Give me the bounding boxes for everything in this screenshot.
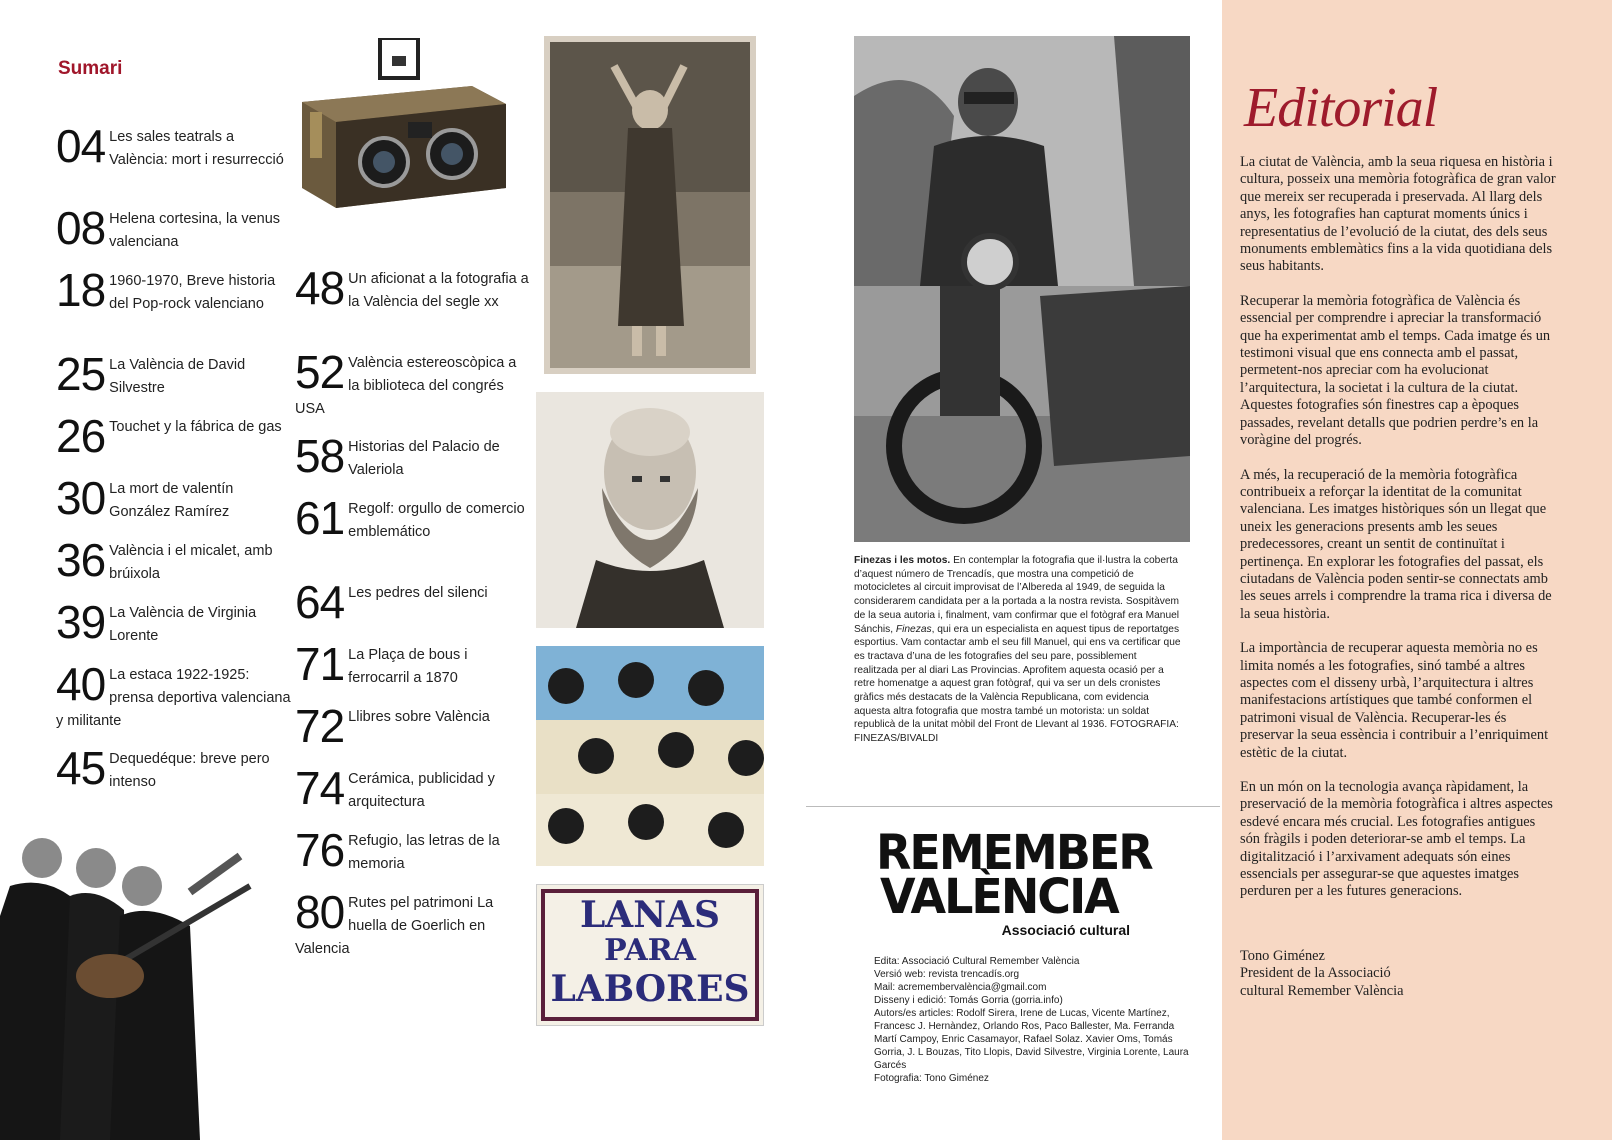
divider	[806, 806, 1220, 807]
credits-line: Mail: acremembervalència@gmail.com	[874, 982, 1047, 993]
toc-page-number: 04	[56, 120, 106, 172]
toc-page-number: 26	[56, 410, 106, 462]
caption-text-2: , qui era un especialista en aquest tipus de reportatges esportius. Vam contactar amb el seu fill Manuel, qui ens va certificar que es tractava d’una de les fotografies del seu pare, possiblement realitzada per al diari Las Provincias. Aprofitem aquesta ocasió per a retre homenatge a aquest gran fotògraf, qui va ser un dels cronistes gràfics més destacats de la València Republicana, com evidencia aquesta altra fotografia que mostra també un motorista: un soldat republicà de la unitat mòbil del Front de Llevant al 1936. FOTOGRAFIA: FINEZAS/BIVALDI	[854, 623, 1181, 745]
logo-subtitle: Associació cultural	[1001, 922, 1130, 938]
remember-valencia-logo	[876, 823, 1152, 938]
credits-line: Versió web: revista trencadís.org	[874, 969, 1020, 980]
toc-item[interactable]	[56, 742, 291, 794]
signature-org: cultural Remember València	[1240, 982, 1404, 999]
editorial-paragraph: La importància de recuperar aquesta memòria no es limita només a les fotografies, sinó també a altres aspectes com el disseny urbà, l’arquitectura i altres manifestacions artístiques que també conformen el patrimoni visual de València. Recuperar-les és preservar la seua essència i contribuir a l’enriquiment estètic de la ciutat.	[1240, 640, 1549, 761]
toc-title: Un aficionat a la fotografia a la València del segle xx	[348, 271, 529, 310]
toc-title: Regolf: orgullo de comercio emblemático	[348, 501, 525, 540]
toc-item[interactable]	[295, 346, 530, 421]
bearded-man-engraving	[536, 392, 764, 628]
motorcyclist-photo	[854, 36, 1190, 542]
toc-title: Historias del Palacio de Valeriola	[348, 439, 500, 478]
logo-line-1: REMEMBER	[876, 823, 1152, 881]
toc-item[interactable]	[295, 886, 530, 961]
toc-item[interactable]	[56, 202, 291, 254]
toc-item[interactable]	[295, 262, 530, 314]
toc-page-number: 48	[295, 262, 345, 314]
credits-block	[874, 955, 1194, 1085]
toc-page-number: 36	[56, 534, 106, 586]
toc-item[interactable]	[56, 596, 291, 648]
toc-page-number: 72	[295, 700, 345, 752]
toc-item[interactable]	[295, 700, 530, 752]
toc-title: Dequedéque: breve pero intenso	[109, 751, 270, 790]
toc-page-number: 18	[56, 264, 106, 316]
stereo-camera-photo	[292, 38, 516, 214]
toc-title: Les pedres del silenci	[348, 585, 488, 601]
toc-item[interactable]	[56, 120, 291, 172]
toc-page-number: 45	[56, 742, 106, 794]
toc-page-number: 08	[56, 202, 106, 254]
editorial-title: Editorial	[1244, 77, 1438, 139]
tile-text-1: LANAS	[579, 894, 721, 936]
crowd-poster	[536, 646, 764, 866]
toc-page-number: 58	[295, 430, 345, 482]
toc-title: La Plaça de bous i ferrocarril a 1870	[348, 647, 468, 686]
toc-page-number: 61	[295, 492, 345, 544]
toc-page-number: 80	[295, 886, 345, 938]
editorial-signature	[1240, 948, 1560, 1000]
toc-item[interactable]	[295, 638, 530, 690]
editorial-paragraph: En un món on la tecnologia avança ràpidament, la preservació de la memòria fotogràfica i altres aspectes esdevé encara més crucial. Les fotografies antigues són fràgils i poden deteriorar-se amb el temps. La digitalització i l’arxivament adequats són eines essencials per assegurar-se que aquestes imatges perduren per a les futures generacions.	[1240, 779, 1553, 900]
toc-title: Refugio, las letras de la memoria	[348, 833, 500, 872]
toc-item[interactable]	[295, 576, 530, 628]
toc-item[interactable]	[56, 410, 291, 462]
editorial-paragraph: A més, la recuperació de la memòria fotogràfica contribueix a reforçar la identitat de la comunitat valenciana. Les imatges històriques són un llegat que uneix les generacions presents amb les seues predecessores, creant un sentit de continuïtat i pertinença. En explorar les fotografies del passat, els ciutadans de València poden sentir-se connectats amb les seues arrels i comprendre la trama rica i diversa de la seua història.	[1240, 466, 1552, 622]
toc-title: La estaca 1922-1925: prensa deportiva valenciana y militante	[56, 667, 291, 729]
toc-item[interactable]	[56, 348, 291, 400]
toc-item[interactable]	[295, 824, 530, 876]
lanas-tile-sign	[536, 884, 764, 1026]
tile-text-2: PARA	[604, 933, 696, 968]
credits-line: Fotografia: Tono Giménez	[874, 1073, 989, 1084]
toc-page-number: 76	[295, 824, 345, 876]
toc-title: La València de David Silvestre	[109, 357, 246, 396]
toc-item[interactable]	[56, 658, 291, 733]
caption-name: Finezas	[895, 623, 932, 635]
toc-title: Rutes pel patrimoni La huella de Goerlich en Valencia	[295, 895, 494, 957]
logo-line-2: VALÈNCIA	[880, 867, 1118, 925]
toc-page-number: 64	[295, 576, 345, 628]
credits-line: Edita: Associació Cultural Remember València	[874, 956, 1080, 967]
toc-title: València i el micalet, amb brúixola	[109, 543, 273, 582]
caption-text-1: En contemplar la fotografia que il·lustra la coberta d’aquest número de Trencadís, que mostra una competició de motocicletes al circuit improvisat de l’Albereda al 1949, de seguida la considerarem candidata per a la portada a la nostra revista. Sospitàvem de la seua autoria i, finalment, vam confirmar que el fotògraf era Manuel Sánchis,	[854, 555, 1180, 635]
toc-title: Helena cortesina, la venus valenciana	[109, 211, 281, 250]
sumari-title: Sumari	[58, 58, 123, 79]
editorial-paragraph: Recuperar la memòria fotogràfica de València és essencial per comprendre i apreciar la transformació que ha experimentat amb el temps. Cada imatge és un testimoni visual que ens connecta amb el passat, permetent-nos apreciar com ha evolucionat l’arquitectura, la societat i la cultura de la ciutat. Aquestes fotografies són finestres cap a èpoques passades, revelant detalls que podrien perdre’s en la voràgine del progrés.	[1240, 292, 1551, 449]
toc-title: Cerámica, publicidad y arquitectura	[348, 771, 495, 810]
tile-text-3: LABORES	[550, 968, 750, 1010]
toc-page-number: 52	[295, 346, 345, 398]
toc-page-number: 40	[56, 658, 106, 710]
toc-title: Les sales teatrals a València: mort i resurrecció	[109, 129, 284, 168]
toc-title: 1960-1970, Breve historia del Pop-rock valenciano	[109, 273, 276, 312]
dancer-photo	[544, 36, 756, 374]
toc-page-number: 39	[56, 596, 106, 648]
toc-item[interactable]	[295, 762, 530, 814]
toc-item[interactable]	[56, 472, 291, 524]
signature-name: Tono Giménez	[1240, 948, 1325, 964]
toc-page-number: 74	[295, 762, 345, 814]
toc-title: La mort de valentín González Ramírez	[109, 481, 234, 520]
toc-page-number: 30	[56, 472, 106, 524]
toc-item[interactable]	[295, 430, 530, 482]
toc-page-number: 25	[56, 348, 106, 400]
toc-item[interactable]	[295, 492, 530, 544]
toc-title: La València de Virginia Lorente	[109, 605, 257, 644]
editorial-body	[1240, 154, 1558, 918]
band-photo	[0, 836, 288, 1140]
caption-lead: Finezas i les motos.	[854, 555, 951, 566]
toc-item[interactable]	[56, 264, 291, 316]
photo-caption	[854, 554, 1182, 746]
signature-role: President de la Associació	[1240, 965, 1391, 982]
toc-item[interactable]	[56, 534, 291, 586]
credits-line: Disseny i edició: Tomás Gorria (gorria.info)	[874, 995, 1063, 1006]
toc-title: Touchet y la fábrica de gas	[109, 419, 282, 435]
toc-title: València estereoscòpica a la biblioteca del congrés USA	[295, 355, 517, 417]
toc-title: Llibres sobre València	[348, 709, 490, 725]
credits-line: Autors/es articles: Rodolf Sirera, Irene de Lucas, Vicente Martínez, Francesc J. Hernàndez, Orlando Ros, Paco Ballester, Ma. Ferranda Martí Campoy, Enric Casamayor, Rafael Solaz. Xavier Oms, Tomás Gorria, J. L Bouzas, Tito Llopis, David Silvestre, Virginia Lorente, Laura Garcés	[874, 1008, 1189, 1071]
editorial-paragraph: La ciutat de València, amb la seua riquesa en història i cultura, posseix una memòria fotogràfica de gran valor que mereix ser recuperada i preservada. Al llarg dels anys, les fotografies han capturat moments únics i representatius de l’evolució de la ciutat, des dels seus monuments emblemàtics fins a la vida quotidiana dels seus habitants.	[1240, 154, 1556, 275]
toc-page-number: 71	[295, 638, 345, 690]
